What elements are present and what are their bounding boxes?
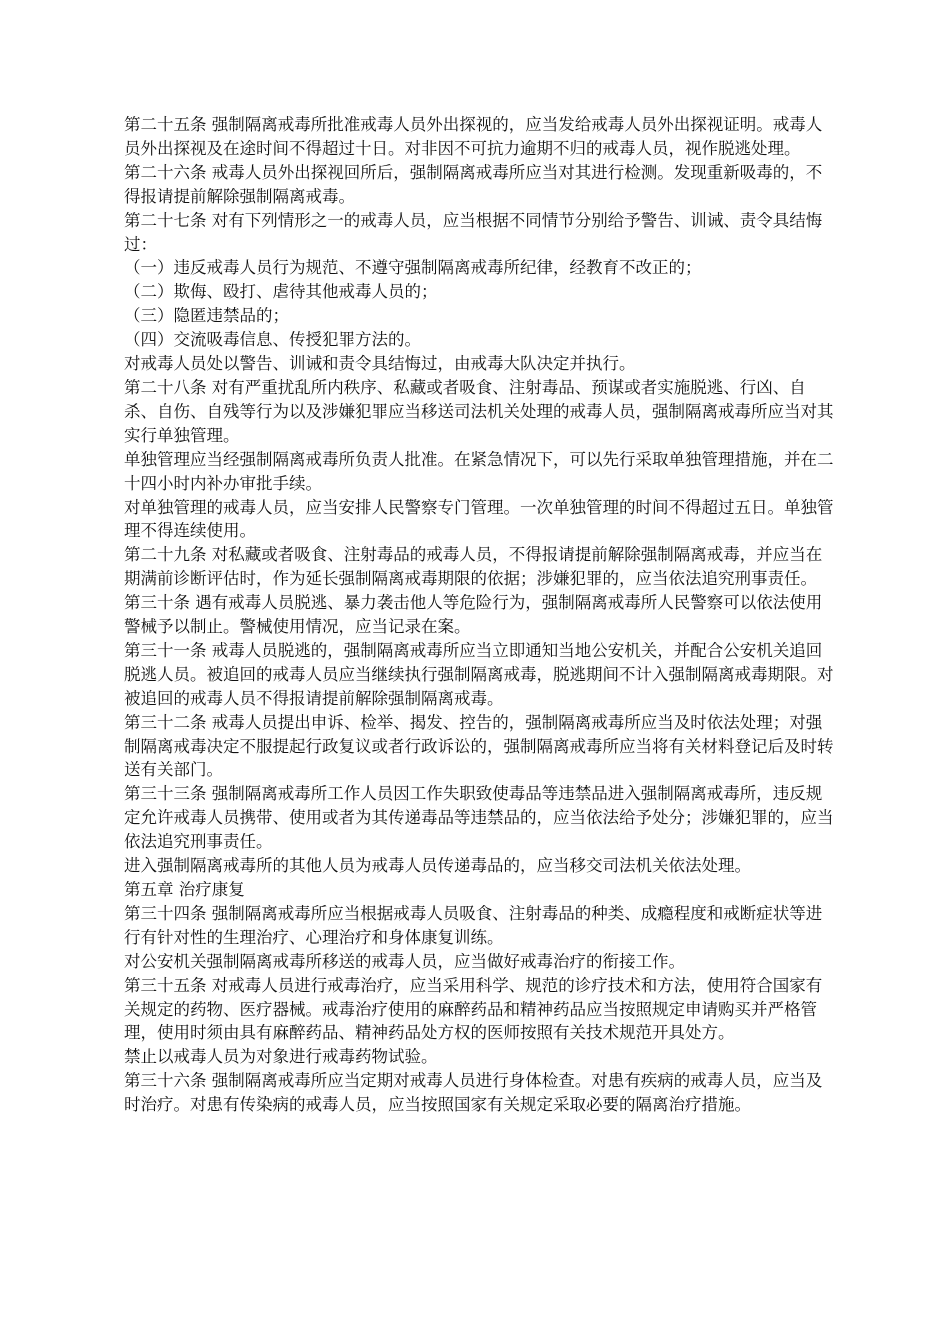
article-35-paragraph-2: 禁止以戒毒人员为对象进行戒毒药物试验。 (124, 1047, 438, 1067)
article-26: 第二十六条 戒毒人员外出探视回所后，强制隔离戒毒所应当对其进行检测。发现重新吸毒的，不得报请提前解除强制隔离戒毒。 (124, 162, 823, 206)
article-31: 第三十一条 戒毒人员脱逃的，强制隔离戒毒所应当立即通知当地公安机关，并配合公安机关追回脱逃人员。被追回的戒毒人员应当继续执行强制隔离戒毒，脱逃期间不计入强制隔离戒毒期限。对被追回的戒毒人员不得报请提前解除强制隔离戒毒。 (124, 640, 834, 708)
article-27: 第二十七条 对有下列情形之一的戒毒人员，应当根据不同情节分别给予警告、训诫、责令具结悔过： (124, 210, 823, 254)
article-28-paragraph-2: 单独管理应当经强制隔离戒毒所负责人批准。在紧急情况下，可以先行采取单独管理措施，并在二十四小时内补办审批手续。 (124, 449, 834, 493)
document-page (124, 113, 834, 1117)
article-27-item-4: （四）交流吸毒信息、传授犯罪方法的。 (124, 330, 421, 350)
article-28: 第二十八条 对有严重扰乱所内秩序、私藏或者吸食、注射毒品、预谋或者实施脱逃、行凶、自杀、自伤、自残等行为以及涉嫌犯罪应当移送司法机关处理的戒毒人员，强制隔离戒毒所应当对其实行单独管理。 (124, 377, 834, 445)
article-34: 第三十四条 强制隔离戒毒所应当根据戒毒人员吸食、注射毒品的种类、成瘾程度和戒断症状等进行有针对性的生理治疗、心理治疗和身体康复训练。 (124, 903, 823, 947)
article-25: 第二十五条 强制隔离戒毒所批准戒毒人员外出探视的，应当发给戒毒人员外出探视证明。戒毒人员外出探视及在途时间不得超过十日。对非因不可抗力逾期不归的戒毒人员，视作脱逃处理。 (124, 115, 823, 158)
article-33-paragraph-2: 进入强制隔离戒毒所的其他人员为戒毒人员传递毒品的，应当移交司法机关依法处理。 (124, 856, 751, 876)
chapter-5-heading: 第五章 治疗康复 (124, 880, 245, 899)
article-28-paragraph-3: 对单独管理的戒毒人员，应当安排人民警察专门管理。一次单独管理的时间不得超过五日。单独管理不得连续使用。 (124, 497, 834, 541)
article-34-paragraph-2: 对公安机关强制隔离戒毒所移送的戒毒人员，应当做好戒毒治疗的衔接工作。 (124, 951, 685, 971)
article-27-item-2: （二）欺侮、殴打、虐待其他戒毒人员的； (124, 282, 438, 302)
article-27-item-1: （一）违反戒毒人员行为规范、不遵守强制隔离戒毒所纪律，经教育不改正的； (124, 258, 702, 278)
article-35: 第三十五条 对戒毒人员进行戒毒治疗，应当采用科学、规范的诊疗技术和方法，使用符合国家有关规定的药物、医疗器械。戒毒治疗使用的麻醉药品和精神药品应当按照规定申请购买并严格管理，使用时须由具有麻醉药品、精神药品处方权的医师按照有关技术规范开具处方。 (124, 975, 823, 1043)
article-27-item-3: （三）隐匿违禁品的； (124, 306, 289, 326)
article-27-paragraph-2: 对戒毒人员处以警告、训诫和责令具结悔过，由戒毒大队决定并执行。 (124, 354, 636, 374)
article-33: 第三十三条 强制隔离戒毒所工作人员因工作失职致使毒品等违禁品进入强制隔离戒毒所，违反规定允许戒毒人员携带、使用或者为其传递毒品等违禁品的，应当依法给予处分；涉嫌犯罪的，应当依法追究刑事责任。 (124, 784, 834, 852)
article-36: 第三十六条 强制隔离戒毒所应当定期对戒毒人员进行身体检查。对患有疾病的戒毒人员，应当及时治疗。对患有传染病的戒毒人员，应当按照国家有关规定采取必要的隔离治疗措施。 (124, 1071, 823, 1115)
article-29: 第二十九条 对私藏或者吸食、注射毒品的戒毒人员，不得报请提前解除强制隔离戒毒，并应当在期满前诊断评估时，作为延长强制隔离戒毒期限的依据；涉嫌犯罪的，应当依法追究刑事责任。 (124, 545, 823, 589)
article-30: 第三十条 遇有戒毒人员脱逃、暴力袭击他人等危险行为，强制隔离戒毒所人民警察可以依法使用警械予以制止。警械使用情况，应当记录在案。 (124, 593, 823, 637)
article-32: 第三十二条 戒毒人员提出申诉、检举、揭发、控告的，强制隔离戒毒所应当及时依法处理；对强制隔离戒毒决定不服提起行政复议或者行政诉讼的，强制隔离戒毒所应当将有关材料登记后及时转送有关部门。 (124, 712, 834, 780)
